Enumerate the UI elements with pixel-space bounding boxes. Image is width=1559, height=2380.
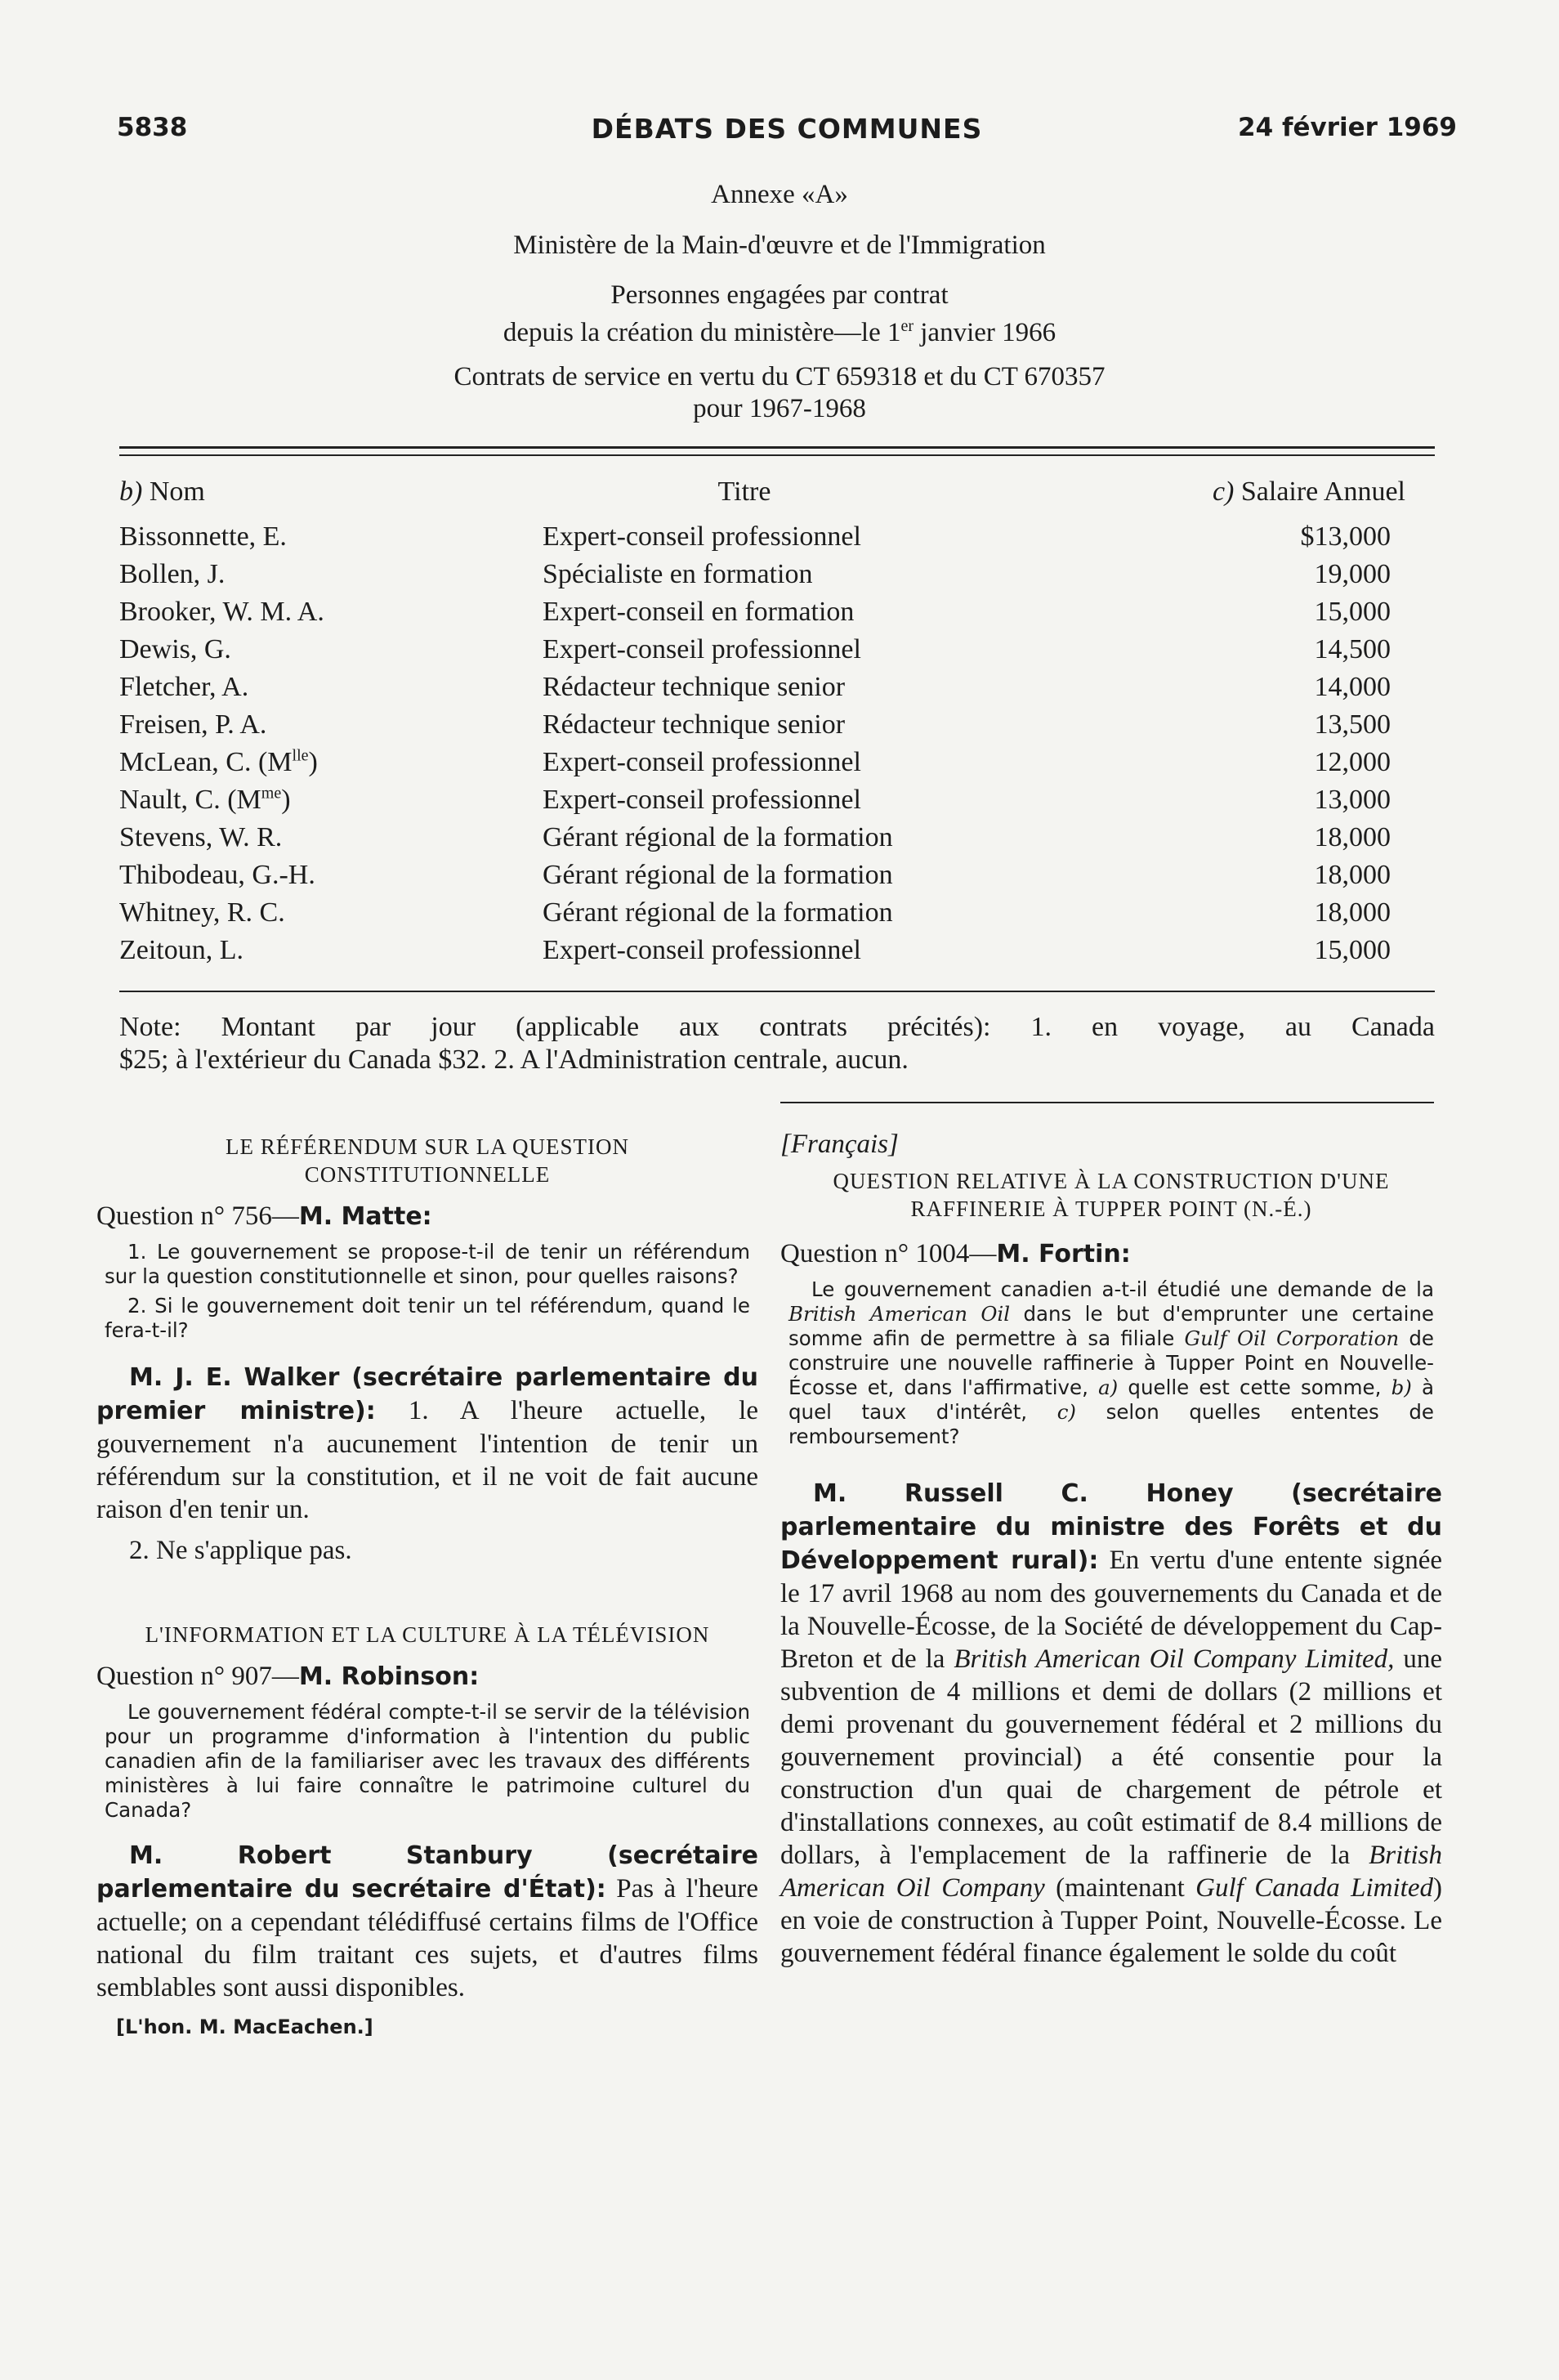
cell-name: Whitney, R. C.	[119, 897, 285, 928]
table-row	[119, 932, 1435, 969]
cell-name: Bissonnette, E.	[119, 521, 287, 552]
speaker-stanbury: M. Robert Stanbury (secrétaire parlementaire du secrétaire d'État):	[96, 1841, 758, 1904]
cell-name: Stevens, W. R.	[119, 822, 283, 852]
annex-title: Annexe «A»	[711, 180, 848, 209]
annex-since	[0, 310, 1559, 349]
table-row	[119, 781, 1435, 819]
speaker-honey: M. Russell C. Honey (secrétaire parlementaire du ministre des Forêts et du Développement rural):	[780, 1479, 1442, 1575]
cell-salaire: 18,000	[1314, 860, 1391, 890]
cell-name: Zeitoun, L.	[119, 935, 244, 965]
cell-titre: Rédacteur technique senior	[543, 672, 846, 702]
answer-stanbury: M. Robert Stanbury (secrétaire parlementaire du secrétaire d'État): Pas à l'heure actuelle; on a cependant télédiffusé certains films de l'Office national du film traitant ces sujets, et d'autres films semblables sont aussi disponibles.	[96, 1841, 758, 2002]
cell-titre: Expert-conseil professionnel	[543, 521, 861, 552]
cell-name: Dewis, G.	[119, 634, 231, 664]
section-heading-refinery: QUESTION RELATIVE À LA CONSTRUCTION D'UNE RAFFINERIE À TUPPER POINT (N.-É.)	[833, 1169, 1390, 1221]
question-907: Question n° 907—M. Robinson:	[96, 1662, 480, 1691]
table-header	[119, 476, 1435, 514]
table-row	[119, 744, 1435, 781]
table-top-rule	[119, 446, 1435, 449]
table-row	[119, 669, 1435, 706]
question-907-text: Le gouvernement fédéral compte-t-il se servir de la télévision pour un programme d'information à l'intention du public canadien afin de la familiariser avec les travaux des différents ministères à lui faire connaître le patrimoine culturel du Canada?	[105, 1700, 750, 1822]
section-heading-television: L'INFORMATION ET LA CULTURE À LA TÉLÉVISION	[145, 1622, 710, 1647]
cell-name: Bollen, J.	[119, 559, 226, 589]
cell-titre: Expert-conseil professionnel	[543, 935, 861, 965]
issue-date: 24 février 1969	[1238, 113, 1457, 142]
cell-name: Brooker, W. M. A.	[119, 597, 324, 627]
answer-honey: M. Russell C. Honey (secrétaire parlementaire du ministre des Forêts et du Développement rural): En vertu d'une entente signée le 17 avril 1968 au nom des gouvernements du Canada et de la Nouvelle-Écosse, de la Société de développement du Cap-Breton et de la British American Oil Company Limited, une subvention de 4 millions et demi de dollars (2 millions et demi provenant du gouvernement fédéral et 2 millions du gouvernement provincial) a été consentie pour la construction d'un quai de chargement de pétrole et d'installations connexes, au coût estimatif de 8.4 millions de dollars, à l'emplacement de la raffinerie de la British American Oil Company (maintenant Gulf Canada Limited) en voie de construction à Tupper Point, Nouvelle-Écosse. Le gouvernement fédéral finance également le solde du coût	[780, 1479, 1443, 1968]
cell-titre: Expert-conseil professionnel	[543, 747, 861, 777]
cell-titre: Gérant régional de la formation	[543, 897, 893, 928]
cell-name: McLean, C. $(M^{lle})$	[119, 746, 318, 777]
cell-salaire: 13,500	[1314, 709, 1391, 740]
cell-salaire: 14,500	[1314, 634, 1391, 664]
since-suffix: janvier 1966	[914, 318, 1056, 347]
col-header-salary: c) Salaire Annuel	[1212, 476, 1405, 507]
page-number: 5838	[117, 113, 188, 142]
note-line-2: $25; à l'extérieur du Canada $32. 2. A l'Administration centrale, aucun.	[119, 1045, 909, 1075]
cell-salaire: 14,000	[1314, 672, 1391, 702]
cell-salaire: 18,000	[1314, 897, 1391, 928]
col-header-name: b) Nom	[119, 476, 205, 507]
cell-salaire: 12,000	[1314, 747, 1391, 777]
cell-titre: Expert-conseil professionnel	[543, 634, 861, 664]
answer-walker: M. J. E. Walker (secrétaire parlementaire du premier ministre): 1. A l'heure actuelle, le gouvernement n'a aucunement l'intention de tenir un référendum sur la constitution, et il ne voit de fait aucune raison d'en tenir un. 2. Ne s'applique pas.	[96, 1363, 758, 1565]
annex-contracts: Contrats de service en vertu du CT 659318 et du CT 670357	[453, 362, 1106, 391]
left-column	[96, 1128, 758, 2038]
cell-titre: Expert-conseil en formation	[543, 597, 855, 627]
since-prefix: depuis la création du ministère—le 1	[503, 318, 901, 347]
question-1004: Question n° 1004—M. Fortin:	[780, 1239, 1131, 1268]
cell-titre: Gérant régional de la formation	[543, 822, 893, 852]
table-note	[119, 1011, 1435, 1076]
cell-titre: Expert-conseil professionnel	[543, 785, 861, 815]
section-heading-referendum: LE RÉFÉRENDUM SUR LA QUESTION CONSTITUTIONNELLE	[225, 1134, 629, 1187]
table-row	[119, 857, 1435, 894]
annex-ministry: Ministère de la Main-d'œuvre et de l'Immigration	[513, 230, 1046, 260]
annex-period: pour 1967-1968	[693, 394, 866, 423]
question-1004-text: Le gouvernement canadien a-t-il étudié une demande de la British American Oil dans le but d'emprunter une certaine somme afin de permettre à sa filiale Gulf Oil Corporation de construire une nouvelle raffinerie à Tupper Point en Nouvelle-Écosse et, dans l'affirmative, a) quelle est cette somme, b) à quel taux d'intérêt, c) selon quelles ententes de remboursement?	[788, 1277, 1435, 1448]
table-row	[119, 706, 1435, 744]
speaker-walker: M. J. E. Walker (secrétaire parlementaire du premier ministre):	[96, 1363, 758, 1425]
cell-name: Freisen, P. A.	[119, 709, 267, 740]
running-header	[117, 113, 1457, 149]
table-row	[119, 631, 1435, 669]
col-header-titre: Titre	[717, 476, 771, 507]
question-756: Question n° 756—M. Matte:	[96, 1201, 432, 1231]
since-sup: er	[900, 317, 914, 335]
right-column-rule	[780, 1102, 1434, 1103]
table-top-rule-2	[119, 454, 1435, 456]
annex-subtitle: Personnes engagées par contrat	[610, 280, 949, 310]
cell-salaire: $13,000	[1300, 521, 1391, 552]
table-body	[119, 518, 1435, 969]
cell-salaire: 15,000	[1314, 597, 1391, 627]
note-line-1: Note: Montant par jour (applicable aux contrats précités): 1. en voyage, au Canada	[119, 1012, 1435, 1042]
table-row	[119, 593, 1435, 631]
speaker-tag: [L'hon. M. MacEachen.]	[116, 2015, 373, 2038]
cell-salaire: 19,000	[1314, 559, 1391, 589]
table-bottom-rule	[119, 991, 1435, 992]
language-marker: [Français]	[780, 1130, 899, 1159]
question-756-text: 1. Le gouvernement se propose-t-il de tenir un référendum sur la question constitutionnelle et sinon, pour quelles raisons? 2. Si le gouvernement doit tenir un tel référendum, quand le fera-t-il?	[105, 1240, 750, 1342]
table-row	[119, 894, 1435, 932]
cell-salaire: 18,000	[1314, 822, 1391, 852]
table-row	[119, 556, 1435, 593]
journal-title: DÉBATS DES COMMUNES	[591, 113, 983, 145]
table-row	[119, 518, 1435, 556]
cell-name: Fletcher, A.	[119, 672, 249, 702]
cell-name: Nault, C. $(M^{me})$	[119, 784, 291, 815]
table-row	[119, 819, 1435, 857]
right-column	[780, 1128, 1442, 1970]
cell-titre: Rédacteur technique senior	[543, 709, 846, 740]
cell-salaire: 13,000	[1314, 785, 1391, 815]
cell-titre: Gérant régional de la formation	[543, 860, 893, 890]
cell-titre: Spécialiste en formation	[543, 559, 813, 589]
cell-salaire: 15,000	[1314, 935, 1391, 965]
cell-name: Thibodeau, G.-H.	[119, 860, 315, 890]
